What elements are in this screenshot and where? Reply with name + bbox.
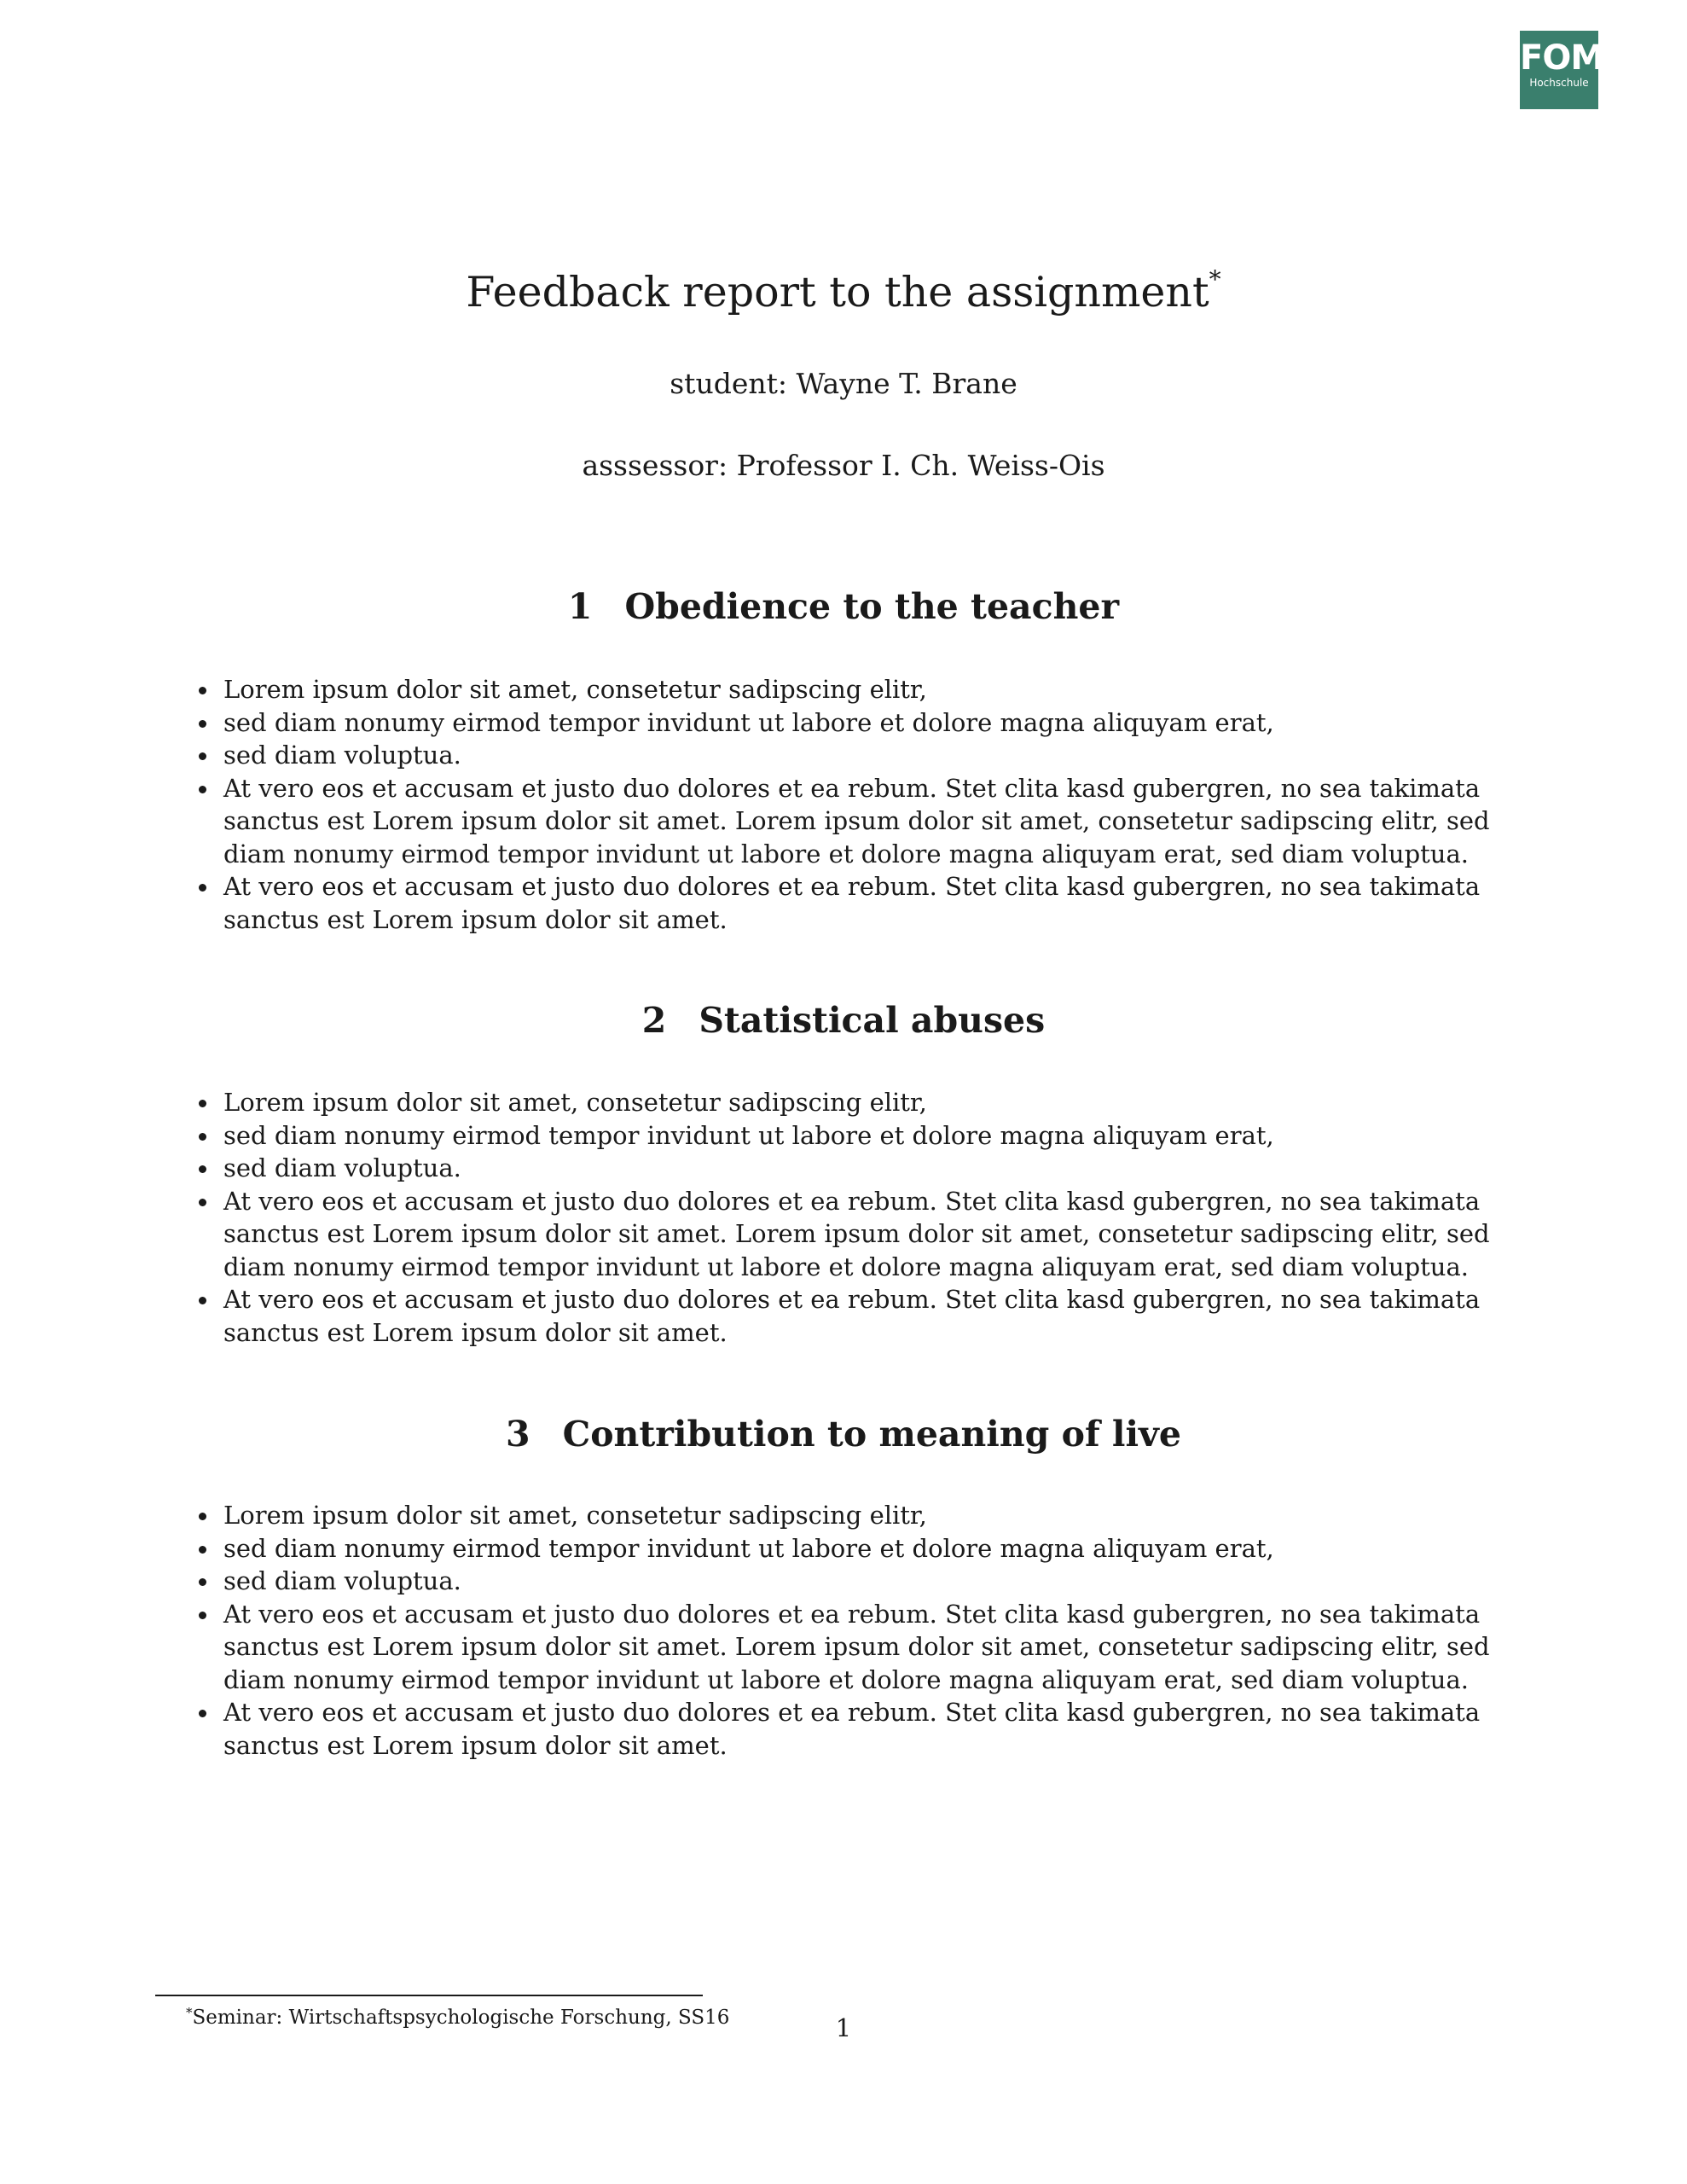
list-item: sed diam voluptua.	[223, 1565, 1537, 1598]
section-title: Contribution to meaning of live	[562, 1414, 1181, 1455]
footnote-text: Seminar: Wirtschaftspsychologische Forschung, SS16	[192, 2007, 730, 2029]
student-line: student: Wayne T. Brane	[670, 367, 1017, 400]
section-number: 3	[506, 1414, 530, 1455]
assessor-line: asssessor: Professor I. Ch. Weiss-Ois	[582, 449, 1105, 482]
list-item: At vero eos et accusam et justo duo dolores et ea rebum. Stet clita kasd gubergren, no sea takimata sanctus est Lorem ipsum dolor sit amet. Lorem ipsum dolor sit amet, consetetur sadipscing elitr, sed diam nonumy eirmod tempor invidunt ut labore et dolore magna aliquyam erat, sed diam voluptua.	[223, 772, 1537, 871]
title-text: Feedback report to the assignment	[466, 268, 1209, 317]
list-item: sed diam voluptua.	[223, 1152, 1537, 1185]
list-item: At vero eos et accusam et justo duo dolores et ea rebum. Stet clita kasd gubergren, no sea takimata sanctus est Lorem ipsum dolor sit amet.	[223, 870, 1537, 936]
section-title: Statistical abuses	[699, 1000, 1046, 1041]
list-item: Lorem ipsum dolor sit amet, consetetur sadipscing elitr,	[223, 1499, 1537, 1532]
list-item: sed diam nonumy eirmod tempor invidunt ut labore et dolore magna aliquyam erat,	[223, 706, 1537, 740]
list-item: sed diam nonumy eirmod tempor invidunt ut labore et dolore magna aliquyam erat,	[223, 1119, 1537, 1153]
list-item: At vero eos et accusam et justo duo dolores et ea rebum. Stet clita kasd gubergren, no sea takimata sanctus est Lorem ipsum dolor sit amet.	[223, 1283, 1537, 1349]
section-2-bullet-list	[223, 1086, 1537, 1349]
page-number: 1	[835, 2013, 852, 2042]
section-title: Obedience to the teacher	[624, 586, 1120, 627]
section-3-bullet-list	[223, 1499, 1537, 1762]
section-heading-1	[0, 585, 1687, 628]
section-number: 1	[567, 586, 593, 627]
footnote-divider	[155, 1995, 703, 1996]
fom-logo	[1520, 31, 1604, 109]
list-item: sed diam voluptua.	[223, 739, 1537, 772]
section-1-bullet-list	[223, 673, 1537, 936]
list-item: Lorem ipsum dolor sit amet, consetetur sadipscing elitr,	[223, 1086, 1537, 1119]
document-title	[0, 254, 1687, 318]
list-item: Lorem ipsum dolor sit amet, consetetur sadipscing elitr,	[223, 673, 1537, 706]
logo-sub-text: Hochschule	[1529, 77, 1589, 89]
logo-main-text: FOM	[1520, 38, 1604, 78]
list-item: At vero eos et accusam et justo duo dolores et ea rebum. Stet clita kasd gubergren, no sea takimata sanctus est Lorem ipsum dolor sit amet. Lorem ipsum dolor sit amet, consetetur sadipscing elitr, sed diam nonumy eirmod tempor invidunt ut labore et dolore magna aliquyam erat, sed diam voluptua.	[223, 1598, 1537, 1697]
section-heading-2	[0, 999, 1687, 1042]
section-number: 2	[641, 1000, 667, 1041]
list-item: At vero eos et accusam et justo duo dolores et ea rebum. Stet clita kasd gubergren, no sea takimata sanctus est Lorem ipsum dolor sit amet.	[223, 1696, 1537, 1762]
list-item: At vero eos et accusam et justo duo dolores et ea rebum. Stet clita kasd gubergren, no sea takimata sanctus est Lorem ipsum dolor sit amet. Lorem ipsum dolor sit amet, consetetur sadipscing elitr, sed diam nonumy eirmod tempor invidunt ut labore et dolore magna aliquyam erat, sed diam voluptua.	[223, 1185, 1537, 1284]
title-footnote-marker: *	[1209, 265, 1221, 293]
list-item: sed diam nonumy eirmod tempor invidunt ut labore et dolore magna aliquyam erat,	[223, 1532, 1537, 1565]
section-heading-3	[0, 1413, 1687, 1455]
footnote-marker: *	[186, 2005, 193, 2020]
